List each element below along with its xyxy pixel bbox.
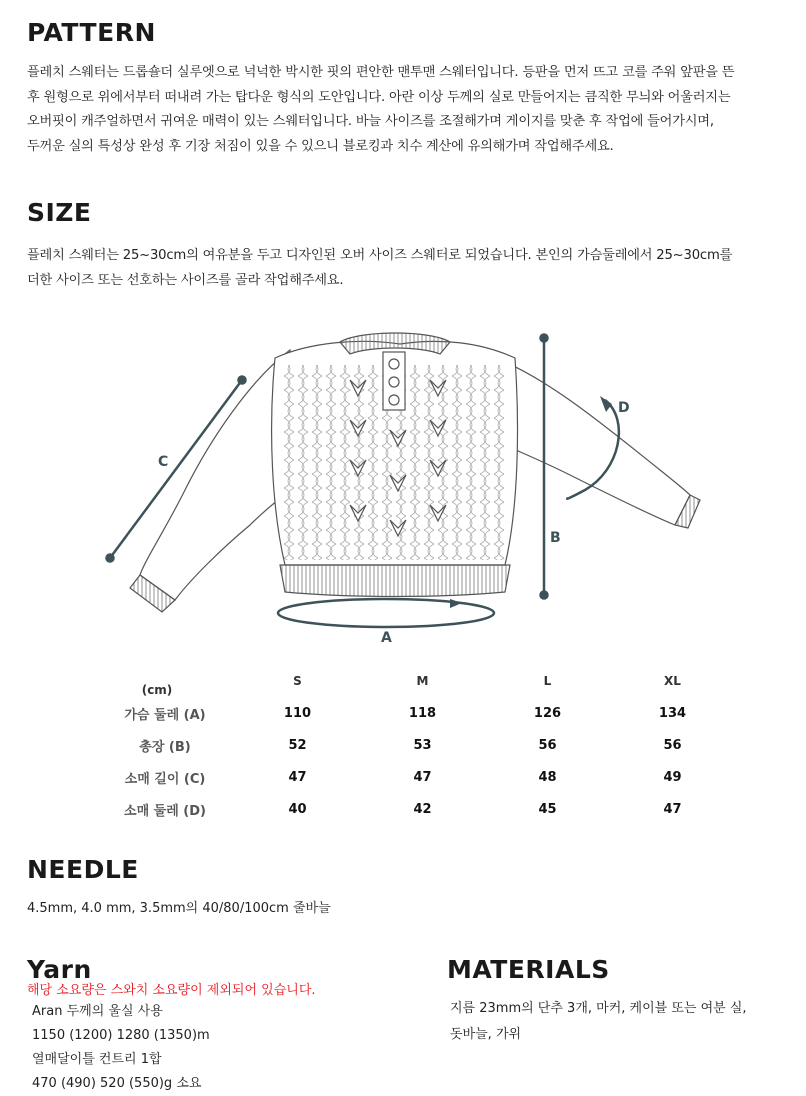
sweater-drawing <box>130 333 700 612</box>
cell: 49 <box>663 769 682 785</box>
body-length-endpoint <box>541 335 548 342</box>
yarn-line: 열매달이틀 컨트리 1합 <box>32 1052 162 1067</box>
size-line: 플레치 스웨터는 25~30cm의 여유분을 두고 디자인된 오버 사이즈 스웨터로 되었습니다. 본인의 가슴둘레에서 25~30cm를 <box>27 248 733 263</box>
cell: 47 <box>663 801 682 817</box>
left-sleeve <box>140 350 290 600</box>
cell: 47 <box>413 769 432 785</box>
needle-description <box>27 897 331 921</box>
yarn-notice: 해당 소요량은 스와치 소요량이 제외되어 있습니다. <box>27 983 316 998</box>
needle-text: 4.5mm, 4.0 mm, 3.5mm의 40/80/100cm 줄바늘 <box>27 901 331 916</box>
button <box>389 377 399 387</box>
label-a: A <box>381 630 392 646</box>
size-heading: SIZE <box>27 198 92 227</box>
cell: 40 <box>288 801 307 817</box>
sweater-measurement-diagram <box>100 320 710 650</box>
yarn-details <box>27 982 316 1096</box>
cell: 53 <box>413 737 432 753</box>
size-table <box>95 665 735 825</box>
pattern-heading: PATTERN <box>27 18 156 47</box>
cell: 56 <box>538 737 557 753</box>
materials-heading: MATERIALS <box>447 955 610 984</box>
hem-ribbing <box>280 565 510 597</box>
cell: 47 <box>288 769 307 785</box>
button <box>389 395 399 405</box>
cell: 118 <box>408 705 437 721</box>
yarn-line: Aran 두께의 울실 사용 <box>32 1004 163 1019</box>
needle-heading: NEEDLE <box>27 855 139 884</box>
cell: 126 <box>533 705 562 721</box>
col-m: M <box>416 674 429 688</box>
size-description <box>27 244 787 293</box>
row-label: 총장 (B) <box>139 739 191 755</box>
materials-line: 지름 23mm의 단추 3개, 마커, 케이블 또는 여분 실, <box>450 1001 747 1016</box>
yarn-line: 1150 (1200) 1280 (1350)m <box>32 1028 210 1043</box>
pattern-description <box>27 61 787 159</box>
cell: 56 <box>663 737 682 753</box>
cell: 134 <box>658 705 687 721</box>
sleeve-arrow-head <box>600 396 612 412</box>
button <box>389 359 399 369</box>
pattern-line: 플레치 스웨터는 드롭숄더 실루엣으로 넉넉한 박시한 핏의 편안한 맨투맨 스웨터입니다. 등판을 먼저 뜨고 코를 주워 앞판을 뜬 <box>27 65 735 80</box>
table-row <box>95 761 735 793</box>
pattern-line: 후 원형으로 위에서부터 떠내려 가는 탑다운 형식의 도안입니다. 아란 이상 두께의 실로 만들어지는 큼직한 무늬와 어울러지는 <box>27 89 731 105</box>
chest-arrow-head <box>450 599 462 608</box>
row-label: 가슴 둘레 (A) <box>124 707 206 723</box>
right-sleeve <box>500 360 690 525</box>
cell: 110 <box>283 705 312 721</box>
sleeve-length-endpoint <box>239 377 246 384</box>
cell: 52 <box>288 737 307 753</box>
pattern-line: 오버핏이 캐주얼하면서 귀여운 매력이 있는 스웨터입니다. 바늘 사이즈를 조절해가며 게이지를 맞춘 후 작업에 들어가시며, <box>27 114 714 129</box>
col-xl: XL <box>664 674 681 688</box>
cell: 42 <box>413 801 432 817</box>
body-length-endpoint <box>541 592 548 599</box>
row-label: 소매 길이 (C) <box>124 771 206 787</box>
col-s: S <box>293 674 302 688</box>
label-d: D <box>618 400 630 416</box>
table-row <box>95 793 735 825</box>
yarn-line: 470 (490) 520 (550)g 소요 <box>32 1076 202 1091</box>
yarn-heading: Yarn <box>27 955 92 984</box>
label-c: C <box>158 454 169 470</box>
cell: 48 <box>538 769 557 785</box>
sleeve-length-endpoint <box>107 555 114 562</box>
chest-circumference-ellipse <box>278 599 494 627</box>
col-l: L <box>543 674 552 688</box>
size-table-header <box>95 665 735 697</box>
materials-line: 돗바늘, 가위 <box>450 1027 522 1042</box>
cell: 45 <box>538 801 557 817</box>
table-row <box>95 729 735 761</box>
size-line: 더한 사이즈 또는 선호하는 사이즈를 골라 작업해주세요. <box>27 272 344 288</box>
materials-details <box>450 996 747 1048</box>
unit-label: (cm) <box>141 683 173 697</box>
label-b: B <box>550 530 561 546</box>
pattern-line: 두꺼운 실의 특성상 완성 후 기장 처짐이 있을 수 있으니 블로킹과 치수 계산에 유의해가며 작업해주세요. <box>27 138 614 154</box>
row-label: 소매 둘레 (D) <box>124 803 206 819</box>
table-row <box>95 697 735 729</box>
